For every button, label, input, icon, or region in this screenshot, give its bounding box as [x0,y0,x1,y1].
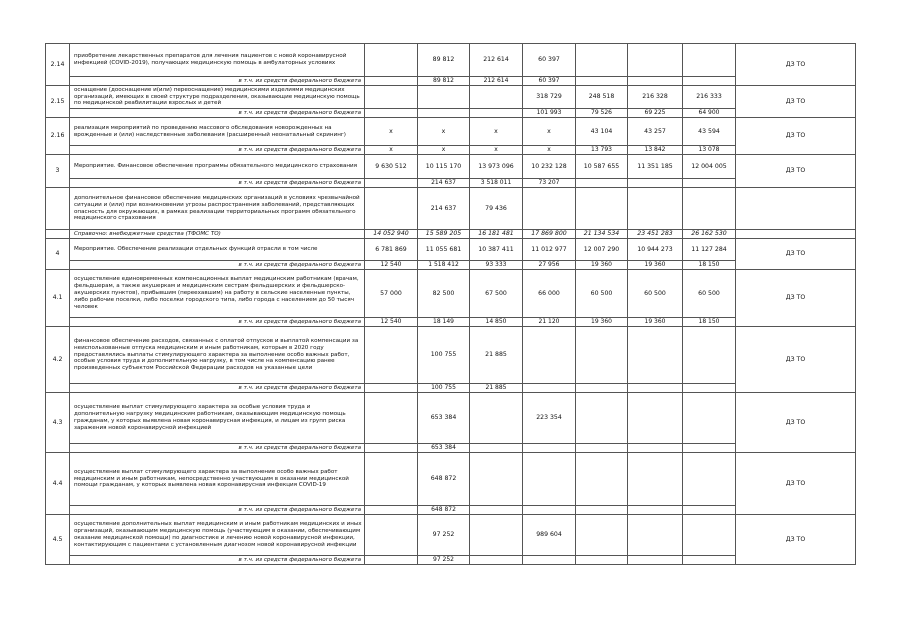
executor-cell: ДЗ ТО [736,515,856,565]
value-cell: x [470,118,523,146]
value-cell: 216 328 [628,86,683,109]
federal-value-cell [418,109,470,118]
federal-row [46,179,856,188]
executor-cell [736,230,856,239]
executor-cell: ДЗ ТО [736,327,856,393]
value-cell [470,515,523,556]
executor-cell: ДЗ ТО [736,44,856,86]
value-cell: 15 589 205 [418,230,470,239]
table-row [46,453,856,506]
value-cell: 79 436 [470,188,523,230]
federal-row [46,109,856,118]
row-description: Мероприятие. Обеспечение реализации отдельных функций отрасли в том числе [70,239,365,261]
value-cell: 248 518 [576,86,628,109]
value-cell: 17 869 800 [523,230,576,239]
value-cell: 43 594 [683,118,736,146]
federal-value-cell: 21 120 [523,318,576,327]
row-number: 3 [46,155,70,188]
value-cell: 43 257 [628,118,683,146]
federal-value-cell: 73 207 [523,179,576,188]
federal-value-cell [523,444,576,453]
federal-value-cell: 89 812 [418,77,470,86]
row-number: 2.16 [46,118,70,155]
federal-value-cell: x [470,146,523,155]
value-cell [576,327,628,384]
value-cell: 97 252 [418,515,470,556]
federal-label: в т.ч. из средств федерального бюджета [70,109,365,118]
value-cell: 60 500 [576,270,628,318]
federal-value-cell: 648 872 [418,506,470,515]
row-number: 4.2 [46,327,70,393]
federal-value-cell [628,77,683,86]
row-number: 4.4 [46,453,70,515]
value-cell: 12 004 005 [683,155,736,179]
value-cell: x [365,118,418,146]
row-number: 2.15 [46,86,70,118]
federal-row [46,261,856,270]
value-cell [576,515,628,556]
value-cell: 43 104 [576,118,628,146]
value-cell [628,188,683,230]
value-cell: 26 162 530 [683,230,736,239]
row-number: 4.3 [46,393,70,453]
federal-value-cell: 19 360 [628,318,683,327]
row-number [46,188,70,230]
federal-value-cell: 93 333 [470,261,523,270]
table-row [46,44,856,77]
value-cell [628,393,683,444]
table-row [46,155,856,179]
value-cell: 10 232 128 [523,155,576,179]
federal-value-cell [365,77,418,86]
federal-value-cell [365,506,418,515]
federal-label: в т.ч. из средств федерального бюджета [70,179,365,188]
federal-value-cell [470,444,523,453]
row-description: осуществление выплат стимулирующего характера за выполнение особо важных работ медицинским и иным работникам, непосредственно участвующим в оказании медицинской помощи гражданам, у которых выявлена новая коронавирусная инфекция COVID-19 [70,453,365,506]
federal-value-cell: 653 384 [418,444,470,453]
federal-value-cell: 101 993 [523,109,576,118]
federal-value-cell: 1 518 412 [418,261,470,270]
value-cell: 216 333 [683,86,736,109]
value-cell [628,44,683,77]
federal-value-cell [470,109,523,118]
federal-value-cell [576,77,628,86]
value-cell [523,188,576,230]
value-cell [470,393,523,444]
value-cell: 13 973 096 [470,155,523,179]
value-cell [365,515,418,556]
federal-value-cell [365,384,418,393]
federal-value-cell [683,77,736,86]
row-number [46,230,70,239]
federal-label: в т.ч. из средств федерального бюджета [70,77,365,86]
federal-label: в т.ч. из средств федерального бюджета [70,261,365,270]
row-description: осуществление выплат стимулирующего характера за особые условия труда и дополнительную нагрузку медицинским работникам, оказывающим медицинскую помощь гражданам, у которых выявлена новая коронавирусная инфекция, и лицам из групп риска заражения новой коронавирусной инфекцией [70,393,365,444]
federal-value-cell: 12 540 [365,318,418,327]
value-cell: 67 500 [470,270,523,318]
federal-value-cell: 19 360 [628,261,683,270]
value-cell: 89 812 [418,44,470,77]
federal-value-cell [523,506,576,515]
value-cell [683,327,736,384]
federal-value-cell [683,179,736,188]
federal-value-cell: 18 149 [418,318,470,327]
federal-row [46,77,856,86]
additional-row [46,188,856,230]
value-cell [683,453,736,506]
value-cell: 60 500 [683,270,736,318]
federal-value-cell [576,444,628,453]
federal-row [46,556,856,565]
executor-cell: ДЗ ТО [736,86,856,118]
value-cell: 648 872 [418,453,470,506]
federal-value-cell [576,506,628,515]
row-description: осуществление единовременных компенсационных выплат медицинским работникам (врачам, фельдшерам, а также акушеркам и медицинским сестрам фельдшерских и фельдшерско-акушерских пунктов), прибывшим (переехавшим) на работу в сельские населенные пункты, либо рабочие поселки, либо поселки городского типа, либо города с населением до 50 тысяч человек [70,270,365,318]
federal-value-cell: x [523,146,576,155]
value-cell [576,44,628,77]
value-cell: 11 055 681 [418,239,470,261]
federal-value-cell: 13 842 [628,146,683,155]
value-cell: 21 885 [470,327,523,384]
table-row [46,393,856,444]
value-cell: 10 115 170 [418,155,470,179]
row-description: осуществление дополнительных выплат медицинским и иным работникам медицинских и иных организаций, оказывающим медицинскую помощь (участвующим в оказании, обеспечивающим оказание медицинской помощи) по диагностике и лечению новой коронавирусной инфекции, контактирующим с пациентами с установленным диагнозом новой коронавирусной инфекции [70,515,365,556]
row-number: 4 [46,239,70,270]
federal-value-cell [470,556,523,565]
value-cell: 16 181 481 [470,230,523,239]
federal-value-cell [683,384,736,393]
federal-value-cell [576,556,628,565]
row-description: реализация мероприятий по проведению массового обследования новорожденных на врожденные и (или) наследственные заболевания (расширенный неонатальный скрининг) [70,118,365,146]
value-cell [683,515,736,556]
federal-value-cell: 97 252 [418,556,470,565]
value-cell: x [418,118,470,146]
row-description: Справочно: внебюджетные средства (ТФОМС ТО) [70,230,365,239]
table-row [46,327,856,384]
federal-value-cell [628,444,683,453]
federal-value-cell: 18 150 [683,318,736,327]
executor-cell: ДЗ ТО [736,118,856,155]
executor-cell [736,188,856,230]
value-cell: 11 351 185 [628,155,683,179]
federal-value-cell [365,109,418,118]
table-row [46,515,856,556]
federal-value-cell [628,506,683,515]
federal-value-cell [628,556,683,565]
value-cell: 6 781 869 [365,239,418,261]
value-cell: 60 500 [628,270,683,318]
federal-value-cell: 69 225 [628,109,683,118]
executor-cell: ДЗ ТО [736,393,856,453]
executor-cell: ДЗ ТО [736,453,856,515]
value-cell: 10 587 655 [576,155,628,179]
value-cell [365,188,418,230]
value-cell: 23 451 283 [628,230,683,239]
table-row [46,270,856,318]
value-cell [683,393,736,444]
federal-value-cell: 12 540 [365,261,418,270]
row-number: 4.5 [46,515,70,565]
federal-value-cell: 13 793 [576,146,628,155]
federal-value-cell: 19 360 [576,261,628,270]
federal-value-cell [683,506,736,515]
federal-value-cell [576,179,628,188]
value-cell [628,515,683,556]
federal-value-cell: 14 850 [470,318,523,327]
value-cell: 653 384 [418,393,470,444]
value-cell: 100 755 [418,327,470,384]
value-cell: 214 637 [418,188,470,230]
value-cell [470,453,523,506]
value-cell: 57 000 [365,270,418,318]
federal-value-cell: 13 078 [683,146,736,155]
value-cell [365,44,418,77]
federal-value-cell: x [365,146,418,155]
federal-value-cell [576,384,628,393]
value-cell [365,393,418,444]
value-cell [576,188,628,230]
value-cell [365,453,418,506]
federal-value-cell: 64 900 [683,109,736,118]
row-number: 2.14 [46,44,70,86]
table-row [46,118,856,146]
federal-value-cell: 27 956 [523,261,576,270]
value-cell [628,453,683,506]
row-description: приобретение лекарственных препаратов для лечения пациентов с новой коронавирусной инфекцией (COVID-2019), получающих медицинскую помощь в амбулаторных условиях [70,44,365,77]
federal-value-cell: 60 397 [523,77,576,86]
value-cell [523,327,576,384]
value-cell [418,86,470,109]
value-cell: 11 012 977 [523,239,576,261]
federal-value-cell [365,179,418,188]
executor-cell: ДЗ ТО [736,239,856,270]
value-cell: 223 354 [523,393,576,444]
federal-value-cell [628,179,683,188]
federal-value-cell: 18 150 [683,261,736,270]
row-description: дополнительное финансовое обеспечение медицинских организаций в условиях чрезвычайной ситуации и (или) при возникновении угрозы распространения заболеваний, представляющих опасность для окружающих, в рамках реализации территориальных программ обязательного медицинского страхования [70,188,365,230]
federal-row [46,146,856,155]
federal-value-cell [628,384,683,393]
value-cell [365,327,418,384]
federal-value-cell: 19 360 [576,318,628,327]
value-cell: 14 052 940 [365,230,418,239]
executor-cell: ДЗ ТО [736,270,856,327]
federal-label: в т.ч. из средств федерального бюджета [70,384,365,393]
row-description: оснащение (дооснащение и(или) переоснащение) медицинскими изделиями медицинских организаций, имеющих в своей структуре подразделения, оказывающие медицинскую помощь по медицинской реабилитации взрослых и детей [70,86,365,109]
value-cell: 60 397 [523,44,576,77]
value-cell: 12 007 290 [576,239,628,261]
federal-label: в т.ч. из средств федерального бюджета [70,146,365,155]
budget-table [45,43,856,565]
value-cell: 21 134 534 [576,230,628,239]
value-cell: 11 127 284 [683,239,736,261]
federal-value-cell [683,556,736,565]
value-cell: 318 729 [523,86,576,109]
value-cell [365,86,418,109]
federal-value-cell: 21 885 [470,384,523,393]
federal-value-cell: 212 614 [470,77,523,86]
federal-value-cell [365,444,418,453]
value-cell: 9 630 512 [365,155,418,179]
value-cell: 10 387 411 [470,239,523,261]
value-cell [576,453,628,506]
federal-value-cell: x [418,146,470,155]
federal-value-cell [523,556,576,565]
federal-row [46,506,856,515]
value-cell [683,44,736,77]
executor-cell: ДЗ ТО [736,155,856,188]
federal-value-cell: 100 755 [418,384,470,393]
federal-value-cell: 79 526 [576,109,628,118]
value-cell: x [523,118,576,146]
value-cell: 10 944 273 [628,239,683,261]
row-description: финансовое обеспечение расходов, связанных с оплатой отпусков и выплатой компенсации за неиспользованные отпуска медицинским и иным работникам, которым в 2020 году предоставлялись выплаты стимулирующего характера за выполнение особо важных работ, особые условия труда и дополнительную нагрузку, в том числе на компенсацию ранее произведенных субъектом Российской Федерации расходов на указанные цели [70,327,365,384]
federal-row [46,384,856,393]
reference-row [46,230,856,239]
value-cell: 66 000 [523,270,576,318]
federal-row [46,318,856,327]
federal-label: в т.ч. из средств федерального бюджета [70,506,365,515]
federal-value-cell [470,506,523,515]
federal-label: в т.ч. из средств федерального бюджета [70,318,365,327]
value-cell [576,393,628,444]
table-row [46,86,856,109]
federal-row [46,444,856,453]
value-cell: 82 500 [418,270,470,318]
value-cell: 212 614 [470,44,523,77]
federal-value-cell [683,444,736,453]
federal-value-cell: 214 637 [418,179,470,188]
value-cell: 989 604 [523,515,576,556]
federal-value-cell [523,384,576,393]
row-number: 4.1 [46,270,70,327]
federal-label: в т.ч. из средств федерального бюджета [70,556,365,565]
federal-value-cell [365,556,418,565]
federal-label: в т.ч. из средств федерального бюджета [70,444,365,453]
federal-value-cell: 3 518 011 [470,179,523,188]
table-row [46,239,856,261]
value-cell [523,453,576,506]
value-cell [628,327,683,384]
row-description: Мероприятие. Финансовое обеспечение программы обязательного медицинского страхования [70,155,365,179]
value-cell [470,86,523,109]
value-cell [683,188,736,230]
